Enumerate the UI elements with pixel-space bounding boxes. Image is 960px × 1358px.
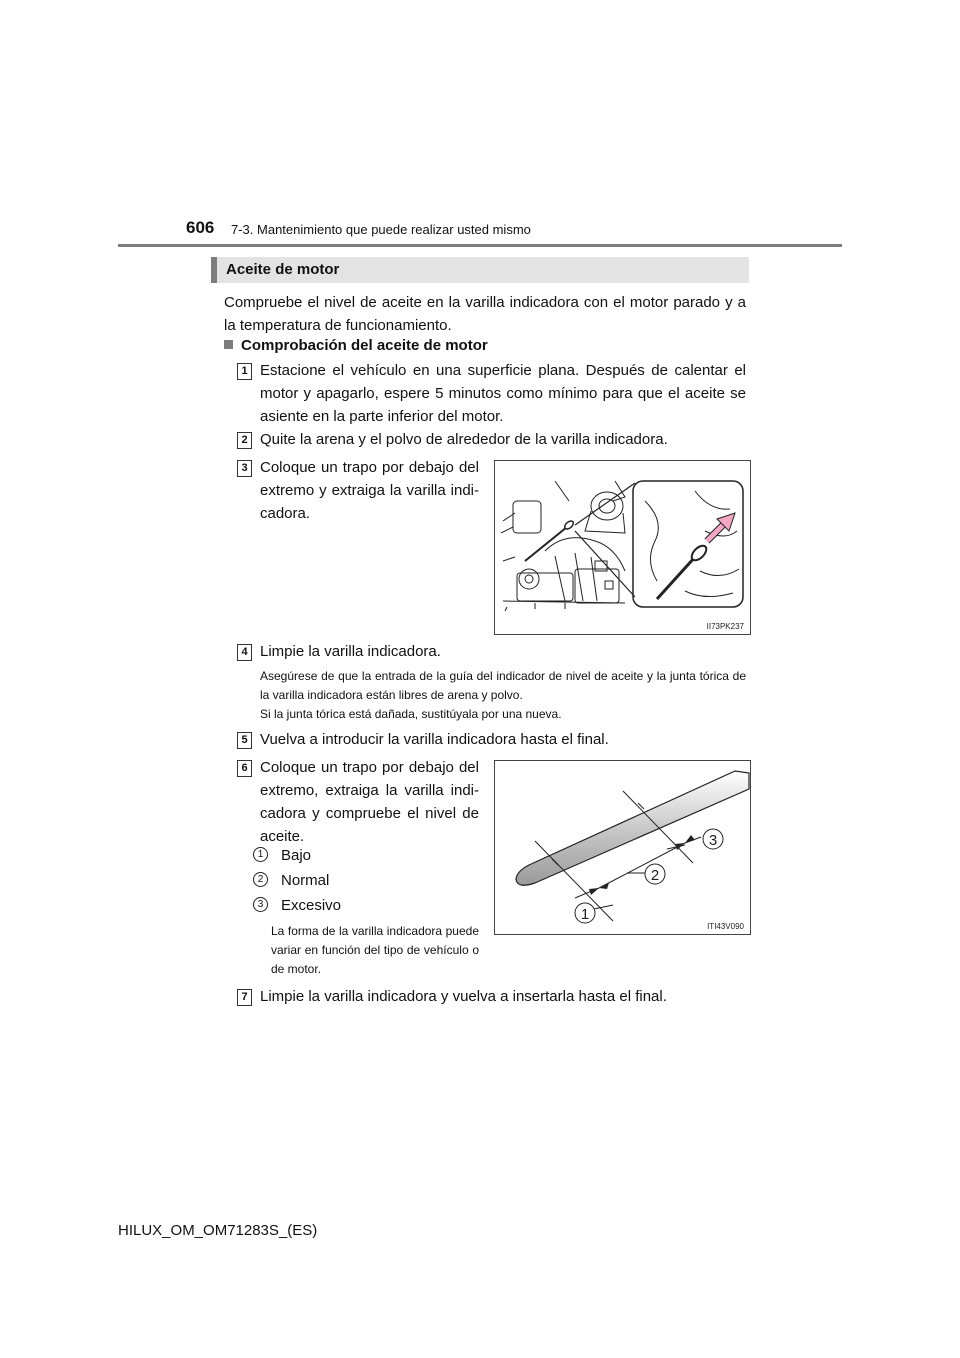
step-7-text: Limpie la varilla indicadora y vuelva a insertarla hasta el final.: [260, 988, 667, 1005]
step-4-note-2: Si la junta tórica está dañada, sustitúyala por una nueva.: [260, 707, 562, 721]
callout-3: 3: [708, 832, 718, 849]
step-number-4: 4: [237, 644, 252, 661]
callout-2: 2: [650, 867, 660, 884]
step-number-7: 7: [237, 989, 252, 1006]
step-number-3: 3: [237, 460, 252, 477]
step-number-6: 6: [237, 760, 252, 777]
header-divider: [118, 244, 842, 247]
dipstick-level-figure: [494, 760, 751, 935]
subheading-text: Comprobación del aceite de motor: [241, 337, 488, 354]
figure-code: II73PK237: [706, 622, 744, 631]
square-bullet-icon: [224, 340, 233, 349]
step-2-text: Quite la arena y el polvo de alrededor de la varilla indicadora.: [260, 431, 668, 448]
section-header-bar: [211, 257, 749, 283]
step-number-2: 2: [237, 432, 252, 449]
step-3-text: Coloque un trapo por debajo del extremo y extraiga la varilla indi-cadora.: [260, 459, 479, 522]
level-number-2: 2: [253, 872, 268, 887]
callout-1: 1: [580, 906, 590, 923]
figure-code-2: ITI43V090: [707, 922, 744, 931]
step-number-5: 5: [237, 732, 252, 749]
step-1-text: Estacione el vehículo en una superficie plana. Después de calentar el motor y apagarlo, espere 5 minutos como mínimo para que el aceite se asiente en la parte inferior del motor.: [260, 362, 746, 425]
level-label-normal: Normal: [281, 872, 330, 889]
step-6-text: Coloque un trapo por debajo del extremo, extraiga la varilla indi-cadora y compruebe el nivel de aceite.: [260, 759, 479, 845]
step-4-text: Limpie la varilla indicadora.: [260, 643, 441, 660]
step-5-text: Vuelva a introducir la varilla indicadora hasta el final.: [260, 731, 609, 748]
level-label-low: Bajo: [281, 847, 312, 864]
intro-paragraph: Compruebe el nivel de aceite en la varilla indicadora con el motor parado y a la temperatura de funcionamiento.: [224, 294, 746, 334]
subheading: [224, 337, 488, 354]
engine-dipstick-figure: [494, 460, 751, 635]
step-number-1: 1: [237, 363, 252, 380]
section-title: Aceite de motor: [226, 261, 340, 278]
step-4-note: Asegúrese de que la entrada de la guía del indicador de nivel de aceite y la junta tórica de la varilla indicadora están libres de arena y polvo.: [260, 669, 746, 702]
page-number: 606: [186, 218, 215, 237]
dipstick-illustration: [495, 761, 750, 934]
level-label-excessive: Excesivo: [281, 897, 342, 914]
level-number-3: 3: [253, 897, 268, 912]
level-number-1: 1: [253, 847, 268, 862]
engine-bay-illustration: [495, 461, 750, 634]
chapter-section-title: 7-3. Mantenimiento que puede realizar usted mismo: [231, 222, 531, 237]
step-6-note: La forma de la varilla indicadora puede variar en función del tipo de vehículo o de motor.: [271, 924, 479, 976]
footer-document-code: HILUX_OM_OM71283S_(ES): [118, 1222, 318, 1239]
